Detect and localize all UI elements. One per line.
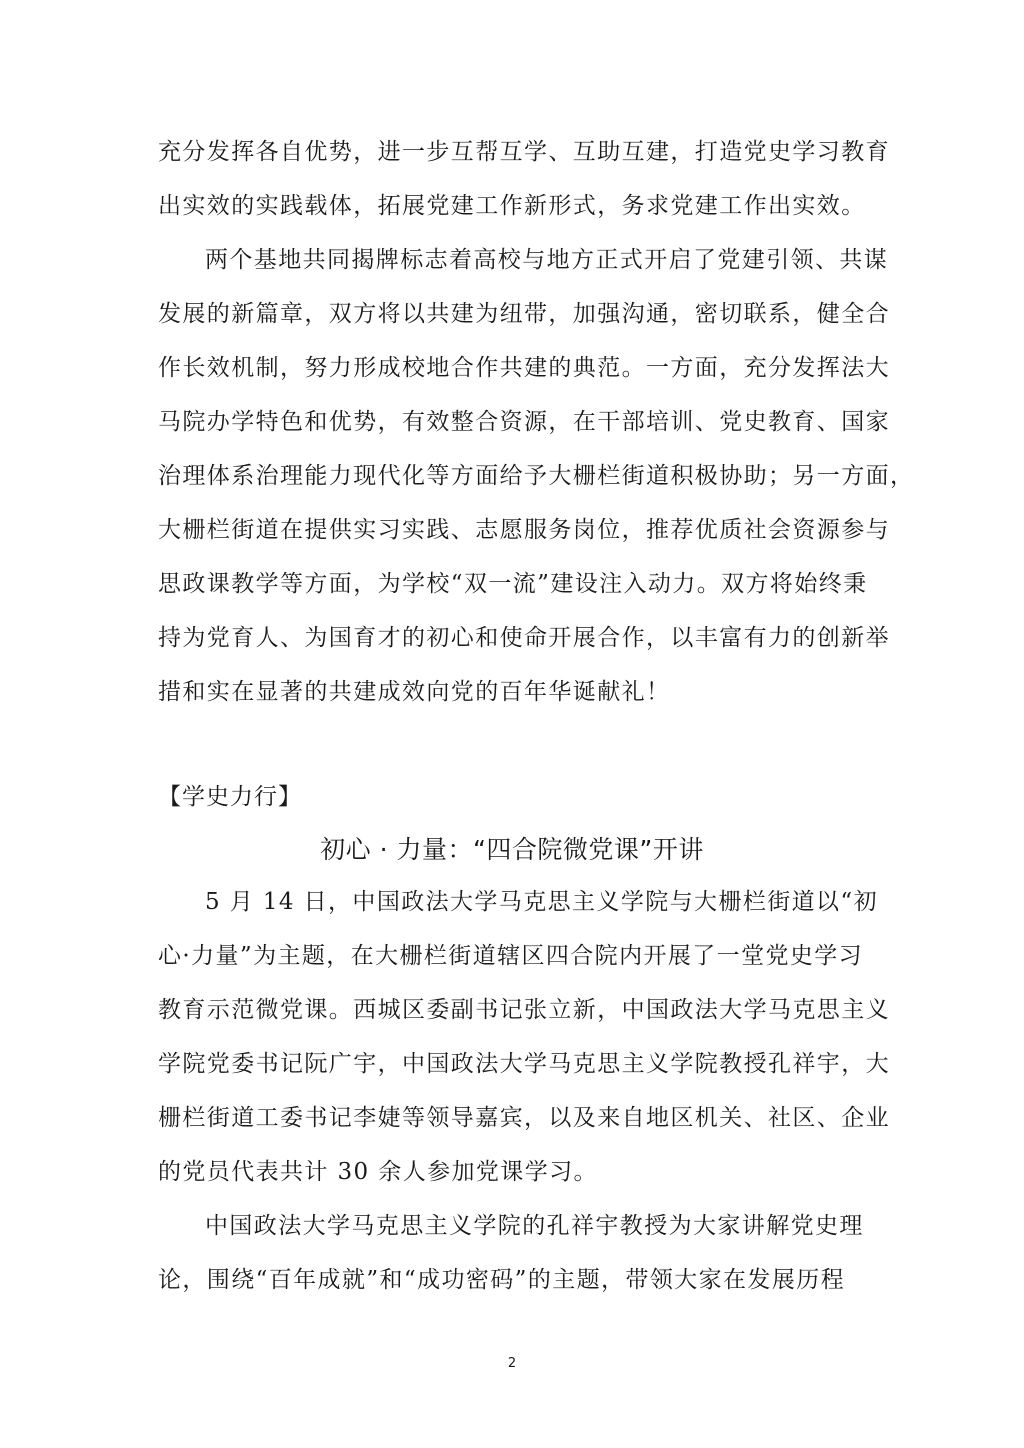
paragraph-line: 治理体系治理能力现代化等方面给予大栅栏街道积极协助；另一方面， xyxy=(158,463,915,489)
paragraph-line: 马院办学特色和优势，有效整合资源，在干部培训、党史教育、国家 xyxy=(158,409,890,435)
article-title: 初心 · 力量：“四合院微党课”开讲 xyxy=(320,835,704,864)
paragraph-line: 发展的新篇章，双方将以共建为纽带，加强沟通，密切联系，健全合 xyxy=(158,301,890,327)
paragraph-line: 栅栏街道工委书记李婕等领导嘉宾，以及来自地区机关、社区、企业 xyxy=(158,1105,890,1131)
paragraph-line: 的党员代表共计 30 余人参加党课学习。 xyxy=(158,1159,598,1185)
paragraph-line: 出实效的实践载体，拓展党建工作新形式，务求党建工作出实效。 xyxy=(158,193,866,219)
paragraph-line: 措和实在显著的共建成效向党的百年华诞献礼！ xyxy=(158,679,671,705)
paragraph-line: 充分发挥各自优势，进一步互帮互学、互助互建，打造党史学习教育 xyxy=(158,139,890,165)
paragraph-line: 大栅栏街道在提供实习实践、志愿服务岗位，推荐优质社会资源参与 xyxy=(158,517,890,543)
paragraph-line: 教育示范微党课。西城区委副书记张立新，中国政法大学马克思主义 xyxy=(158,997,890,1023)
paragraph-line: 持为党育人、为国育才的初心和使命开展合作，以丰富有力的创新举 xyxy=(158,625,890,651)
paragraph-line: 论，围绕“百年成就”和“成功密码”的主题，带领大家在发展历程 xyxy=(158,1267,846,1293)
paragraph-line: 思政课教学等方面，为学校“双一流”建设注入动力。双方将始终秉 xyxy=(158,571,868,597)
page-number: 2 xyxy=(507,1356,517,1371)
paragraph-line: 学院党委书记阮广宇，中国政法大学马克思主义学院教授孔祥宇，大 xyxy=(158,1051,890,1077)
paragraph-line: 两个基地共同揭牌标志着高校与地方正式开启了党建引领、共谋 xyxy=(205,247,889,273)
section-tag: 【学史力行】 xyxy=(158,784,302,810)
paragraph-line: 心·力量”为主题，在大栅栏街道辖区四合院内开展了一堂党史学习 xyxy=(158,943,864,969)
paragraph-line: 作长效机制，努力形成校地合作共建的典范。一方面，充分发挥法大 xyxy=(158,355,890,381)
paragraph-line: 中国政法大学马克思主义学院的孔祥宇教授为大家讲解党史理 xyxy=(205,1213,864,1239)
paragraph-line: 5 月 14 日，中国政法大学马克思主义学院与大栅栏街道以“初 xyxy=(205,889,878,915)
